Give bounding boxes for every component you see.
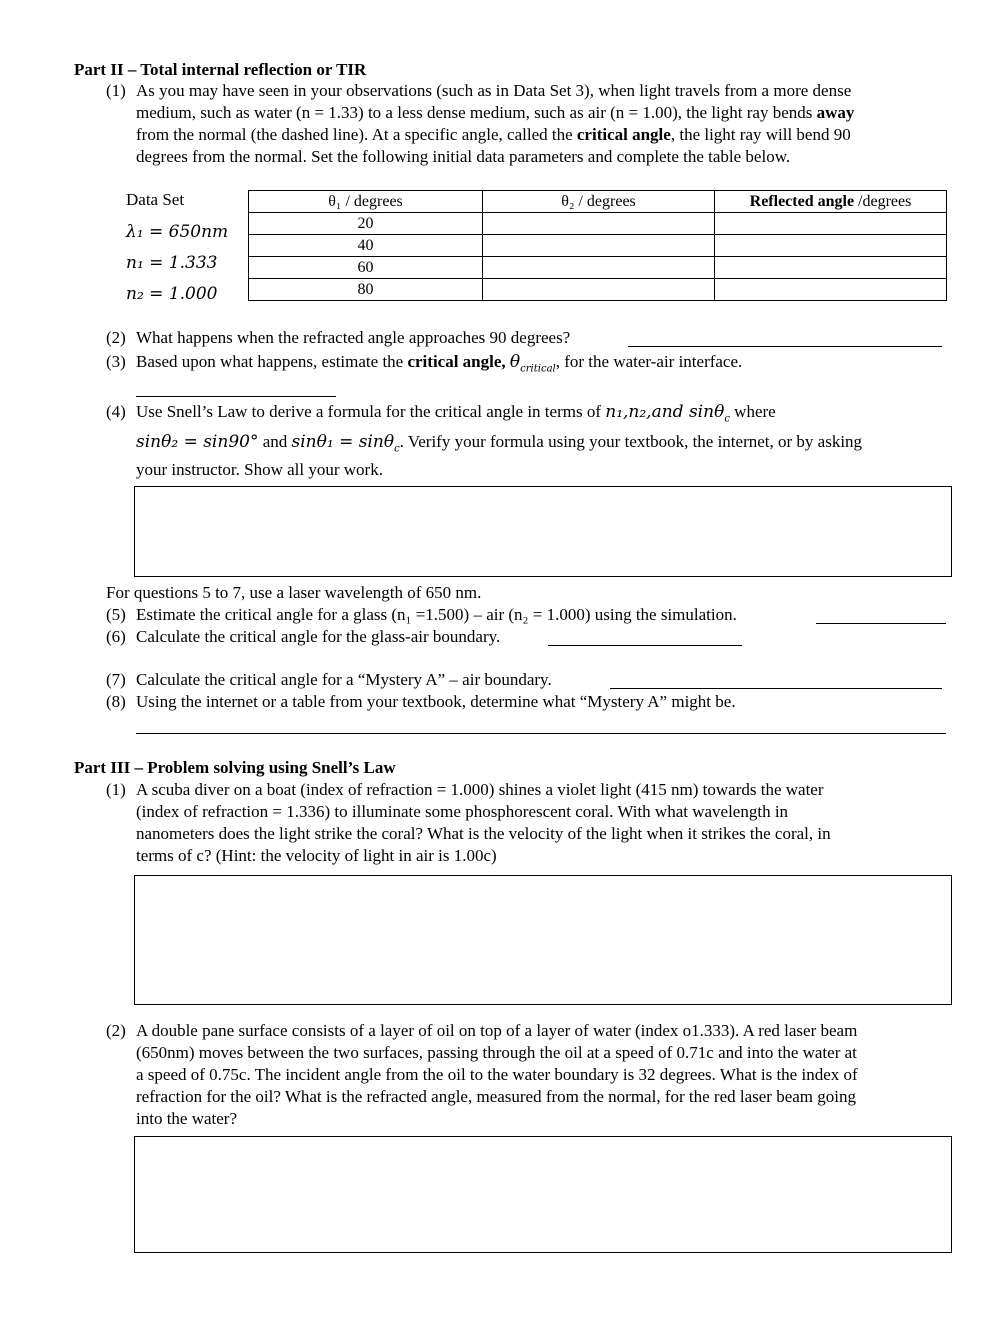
q1-line4: degrees from the normal. Set the following initial data parameters and complete the table below. <box>136 147 791 166</box>
q3-theta: θ <box>509 352 521 372</box>
p3-q1-number: (1) <box>106 780 126 799</box>
q3-text-a: Based upon what happens, estimate the <box>136 352 408 371</box>
reflected-cell[interactable] <box>715 257 947 279</box>
q4-line2-and: and <box>262 432 288 451</box>
q4-line2-math-b: sinθ₁ = sinθ <box>291 432 395 452</box>
table-row <box>249 257 947 279</box>
p3-q2-line: refraction for the oil? What is the refracted angle, measured from the normal, for the red laser beam going <box>136 1087 856 1106</box>
p3-q2-line: a speed of 0.75c. The incident angle from the oil to the water boundary is 32 degrees. What is the index of <box>136 1065 858 1084</box>
q6-text: Calculate the critical angle for the glass-air boundary. <box>136 627 501 646</box>
header-theta1: θ₁ / degrees <box>249 191 483 213</box>
theta1-cell: 80 <box>249 279 483 301</box>
p3-q1-line: A scuba diver on a boat (index of refraction = 1.000) shines a violet light (415 nm) towards the water <box>136 780 824 799</box>
q2-text: What happens when the refracted angle approaches 90 degrees? <box>136 328 571 347</box>
q5-number: (5) <box>106 605 126 624</box>
p3-q2-answer-box[interactable] <box>134 1136 952 1253</box>
q3-text-c: , for the water-air interface. <box>555 352 743 371</box>
theta1-cell: 60 <box>249 257 483 279</box>
q4-line1 <box>136 401 776 430</box>
reflected-cell[interactable] <box>715 213 947 235</box>
q1-number: (1) <box>106 81 126 100</box>
theta2-cell[interactable] <box>483 257 715 279</box>
q4-line2-math-a: sinθ₂ = sin90° <box>136 432 259 452</box>
q2-answer-line[interactable] <box>628 346 942 347</box>
p3-q1-answer-box[interactable] <box>134 875 952 1005</box>
table-row <box>249 279 947 301</box>
q6-number: (6) <box>106 627 126 646</box>
q8-text: Using the internet or a table from your textbook, determine what “Mystery A” might be. <box>136 692 736 711</box>
reflected-cell[interactable] <box>715 279 947 301</box>
q6-answer-line[interactable] <box>548 645 742 646</box>
q4-line2-end: . Verify your formula using your textbook, the internet, or by asking <box>399 432 863 451</box>
q3-theta-sub: critical <box>520 363 556 375</box>
theta2-cell[interactable] <box>483 213 715 235</box>
dataset-n1: n₁ = 1.333 <box>126 253 218 273</box>
q4-line1-text: Use Snell’s Law to derive a formula for the critical angle in terms of <box>136 402 601 421</box>
q1-line2-text: medium, such as water (n = 1.33) to a less dense medium, such as air (n = 1.00), the light ray bends <box>136 103 817 122</box>
theta2-cell[interactable] <box>483 279 715 301</box>
q1-line3-text-c: , the light ray will bend 90 <box>670 125 851 144</box>
part3-heading: Part III – Problem solving using Snell’s Law <box>74 758 396 777</box>
header-reflected-label: Reflected angle <box>749 193 855 210</box>
part2-heading: Part II – Total internal reflection or TIR <box>74 60 367 79</box>
p3-q1-line: terms of c? (Hint: the velocity of light in air is 1.00c) <box>136 846 497 865</box>
table-row <box>249 235 947 257</box>
dataset-n2: n₂ = 1.000 <box>126 284 218 304</box>
p3-q2-line: A double pane surface consists of a layer of oil on top of a layer of water (index o1.333). A red laser beam <box>136 1021 858 1040</box>
p3-q1-line: (index of refraction = 1.336) to illuminate some phosphorescent coral. With what wavelength in <box>136 802 789 821</box>
table-header-row <box>249 191 947 213</box>
q3-critical: critical angle, <box>407 352 506 371</box>
p3-q2-number: (2) <box>106 1021 126 1040</box>
data-table <box>248 190 947 301</box>
q2-number: (2) <box>106 328 126 347</box>
dataset-label: Data Set <box>126 190 185 209</box>
q4-line2-math-sub: c <box>394 443 400 455</box>
p3-q2-line: into the water? <box>136 1109 238 1128</box>
q4-answer-box[interactable] <box>134 486 952 577</box>
q4-line1-math-sub: c <box>724 413 730 425</box>
q1-critical-angle: critical angle <box>576 125 671 144</box>
q5-answer-line[interactable] <box>816 623 946 624</box>
q4-line3: your instructor. Show all your work. <box>136 460 383 479</box>
reflected-cell[interactable] <box>715 235 947 257</box>
q4-line1-end: where <box>734 402 776 421</box>
p3-q1-line: nanometers does the light strike the coral? What is the velocity of the light when it strikes the coral, in <box>136 824 831 843</box>
q8-answer-line[interactable] <box>136 733 946 734</box>
q4-line1-math: n₁,n₂,and sinθ <box>605 402 725 422</box>
q1-line3 <box>136 124 851 146</box>
p3-q2-line: (650nm) moves between the two surfaces, passing through the oil at a speed of 0.71c and into the water at <box>136 1043 857 1062</box>
theta1-cell: 20 <box>249 213 483 235</box>
q3-text <box>136 351 742 380</box>
header-reflected-unit: /degrees <box>854 193 912 210</box>
header-reflected <box>715 191 947 213</box>
q3-answer-line[interactable] <box>136 396 336 397</box>
q4-line2 <box>136 431 862 460</box>
q3-number: (3) <box>106 352 126 371</box>
q7-answer-line[interactable] <box>610 688 942 689</box>
q1-away: away <box>816 103 855 122</box>
theta2-cell[interactable] <box>483 235 715 257</box>
q5-text: Estimate the critical angle for a glass (n₁ =1.500) – air (n₂ = 1.000) using the simulation. <box>136 605 737 624</box>
q8-number: (8) <box>106 692 126 711</box>
q4-number: (4) <box>106 402 126 421</box>
q1-line2 <box>136 102 854 124</box>
dataset-lambda: λ₁ = 650nm <box>126 222 229 242</box>
header-theta2: θ₂ / degrees <box>483 191 715 213</box>
q7-number: (7) <box>106 670 126 689</box>
theta1-cell: 40 <box>249 235 483 257</box>
table-row <box>249 213 947 235</box>
q1-line1: As you may have seen in your observations (such as in Data Set 3), when light travels from a more dense <box>136 81 852 100</box>
q1-line3-text-a: from the normal (the dashed line). At a specific angle, called the <box>136 125 577 144</box>
q7-text: Calculate the critical angle for a “Mystery A” – air boundary. <box>136 670 552 689</box>
intro-q5-7: For questions 5 to 7, use a laser wavelength of 650 nm. <box>106 583 482 602</box>
